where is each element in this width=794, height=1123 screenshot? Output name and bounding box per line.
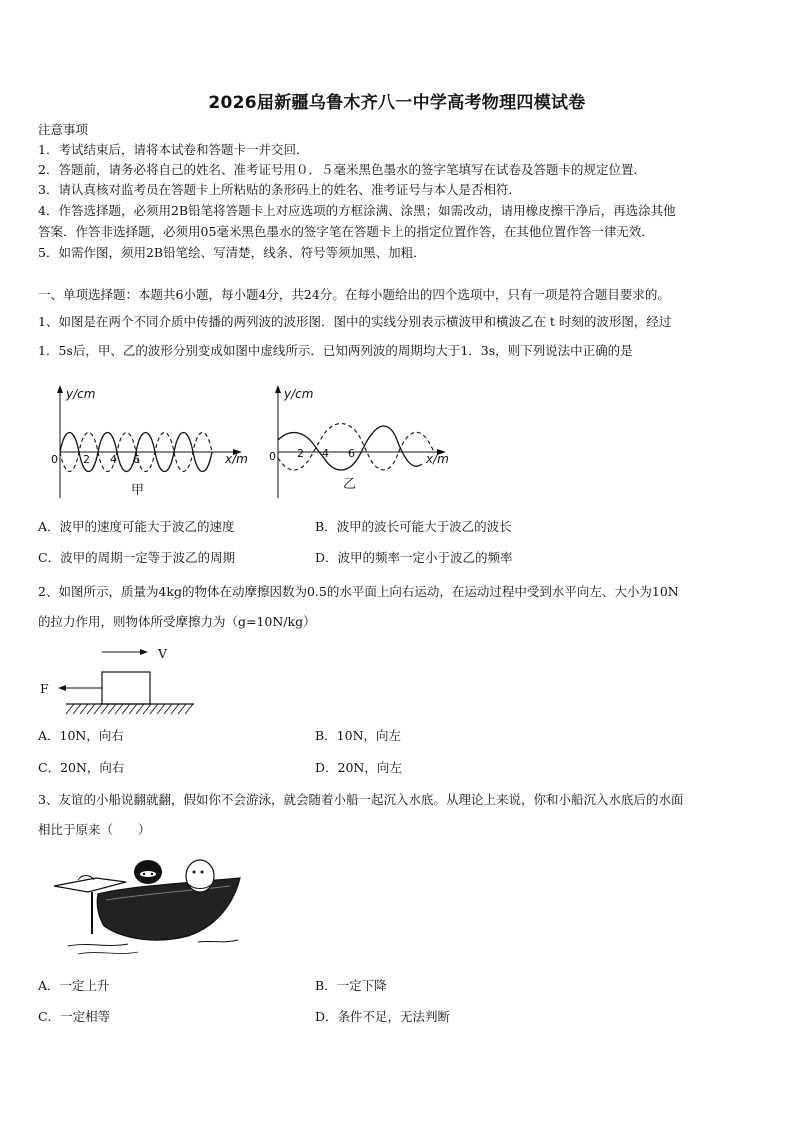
- section-heading: 一、单项选择题：本题共6小题，每小题4分，共24分。在每小题给出的四个选项中，只有一项是符合题目要求的。: [38, 287, 670, 302]
- q1-option-d: D．波甲的频率一定小于波乙的频率: [315, 550, 513, 565]
- q3-option-a: A．一定上升: [38, 978, 110, 993]
- q1-option-c: C．波甲的周期一定等于波乙的周期: [38, 550, 236, 565]
- q3-stem-line2: 相比于原来（ ）: [38, 822, 151, 837]
- q3-option-c: C．一定相等: [38, 1009, 111, 1024]
- force-diagram: [36, 642, 206, 716]
- wave-a-ylabel: y/cm: [66, 387, 96, 401]
- q1-option-b: B．波甲的波长可能大于波乙的波长: [315, 519, 512, 534]
- wave-b-caption: 乙: [343, 477, 357, 492]
- wave-b-origin: 0: [269, 450, 276, 463]
- q2-option-b: B．10N，向左: [315, 728, 402, 743]
- notice-item: 5．如需作图，须用2B铅笔绘、写清楚，线条、符号等须加黑、加粗．: [38, 245, 426, 260]
- wave-a-xlabel: x/m: [225, 452, 248, 466]
- notice-item: 1．考试结束后，请将本试卷和答题卡一并交回．: [38, 142, 309, 157]
- page-title: 2026届新疆乌鲁木齐八一中学高考物理四模试卷: [208, 93, 586, 113]
- wave-b-tick: 6: [348, 447, 355, 460]
- wave-a-tick: 4: [110, 453, 117, 466]
- notice-item: 4．作答选择题，必须用2B铅笔将答题卡上对应选项的方框涂满、涂黑；如需改动，请用橡皮擦干净后，再选涂其他: [38, 203, 676, 218]
- wave-a-origin: 0: [51, 453, 58, 466]
- q3-option-b: B．一定下降: [315, 978, 387, 993]
- velocity-label: V: [158, 646, 168, 661]
- q1-stem-line2: 1．5s后，甲、乙的波形分别变成如图中虚线所示．已知两列波的周期均大于1．3s，则下列说法中正确的是: [38, 343, 633, 358]
- notice-item: 答案．作答非选择题，必须用05毫米黑色墨水的签字笔在答题卡上的指定位置作答，在其他位置作答一律无效．: [38, 224, 654, 239]
- wave-b-xlabel: x/m: [426, 452, 449, 466]
- notice-heading: 注意事项: [38, 122, 89, 137]
- q2-option-d: D．20N，向左: [315, 760, 402, 775]
- q2-stem-line2: 的拉力作用，则物体所受摩擦力为（g=10N/kg）: [38, 614, 316, 629]
- sinking-boat-illustration: [48, 850, 248, 958]
- wave-a-tick: 6: [133, 453, 140, 466]
- q1-stem-line1: 1、如图是在两个不同介质中传播的两列波的波形图．图中的实线分别表示横波甲和横波乙在 t 时刻的波形图，经过: [38, 314, 672, 329]
- notice-item: 3．请认真核对监考员在答题卡上所粘贴的条形码上的姓名、准考证号与本人是否相符．: [38, 182, 521, 197]
- q1-option-a: A．波甲的速度可能大于波乙的速度: [38, 519, 235, 534]
- wave-b-ylabel: y/cm: [284, 387, 314, 401]
- wave-a-tick: 2: [83, 453, 90, 466]
- q2-stem-line1: 2、如图所示，质量为4kg的物体在动摩擦因数为0.5的水平面上向右运动，在运动过程中受到水平向左、大小为10N: [38, 584, 679, 599]
- q3-stem-line1: 3、友谊的小船说翻就翻，假如你不会游泳，就会随着小船一起沉入水底。从理论上来说，你和小船沉入水底后的水面: [38, 792, 684, 807]
- wave-b-tick: 2: [297, 447, 304, 460]
- notice-item: 2．答题前，请务必将自己的姓名、准考证号用０．５毫米黑色墨水的签字笔填写在试卷及答题卡的规定位置．: [38, 162, 646, 177]
- q3-option-d: D．条件不足，无法判断: [315, 1009, 451, 1024]
- wave-b-tick: 4: [322, 447, 329, 460]
- force-label: F: [40, 681, 49, 696]
- q2-option-a: A．10N，向右: [38, 728, 124, 743]
- wave-a-caption: 甲: [131, 483, 145, 498]
- q2-option-c: C．20N，向右: [38, 760, 125, 775]
